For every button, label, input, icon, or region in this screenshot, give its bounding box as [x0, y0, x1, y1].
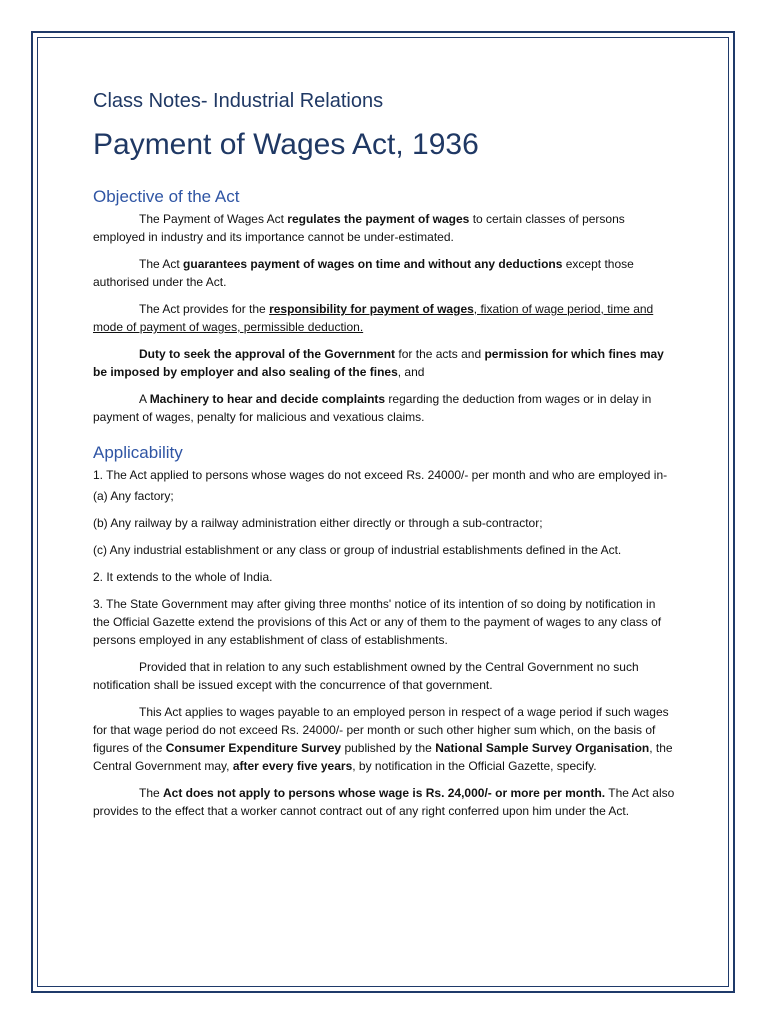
applicability-item-c: (c) Any industrial establishment or any class or group of industrial establishments defined in the Act.	[93, 543, 622, 557]
applicability-item-3: 3. The State Government may after giving three months' notice of its intention of so doing by notification in the Official Gazette extend the provisions of this Act or any of them to the payment of wages to any class of persons employed in any establishment of class of establishments.	[93, 597, 662, 647]
text-run: regarding the deduction from wages or in delay in payment of wages, penalty for malicious and vexatious claims.	[93, 392, 652, 424]
bold-text: National Sample Survey Organisation	[435, 741, 650, 755]
objective-paragraph-4	[93, 345, 675, 381]
bold-text: regulates the payment of wages	[287, 212, 470, 226]
bold-text: Machinery to hear and decide complaints	[149, 392, 386, 406]
text-run: for the acts and	[395, 347, 485, 361]
objective-paragraph-3	[93, 300, 675, 336]
applicability-proviso: Provided that in relation to any such establishment owned by the Central Government no such notification shall be issued except with the concurrence of that government.	[93, 660, 639, 692]
applicability-item-2: 2. It extends to the whole of India.	[93, 570, 273, 584]
text-run: This Act applies to wages payable to an employed person in respect of a wage period if such wages for that wage period do not exceed Rs. 24000/- per month or such other higher sum which, on the basis of figures of the	[93, 705, 669, 755]
text-run: The Act also provides to the effect that a worker cannot contract out of any right conferred upon him under the Act.	[93, 786, 675, 818]
text-run: except those authorised under the Act.	[93, 257, 634, 289]
applicability-item-a: (a) Any factory;	[93, 489, 174, 503]
bold-text: Duty to seek the approval of the Government	[139, 347, 396, 361]
objective-paragraph-1	[93, 210, 675, 246]
applicability-item-1: 1. The Act applied to persons whose wages do not exceed Rs. 24000/- per month and who are employed in-	[93, 468, 668, 482]
bold-text: permission for which fines may be imposed by employer and also sealing of the fines	[93, 347, 664, 379]
section-heading-objective: Objective of the Act	[93, 187, 240, 206]
bold-text: Consumer Expenditure Survey	[165, 741, 342, 755]
document-body	[93, 86, 675, 829]
applicability-last-paragraph	[93, 784, 675, 820]
text-run: , the Central Government may,	[93, 741, 673, 773]
bold-text: guarantees payment of wages on time and without any deductions	[183, 257, 563, 271]
applicability-wages-paragraph	[93, 703, 675, 775]
text-run: A	[139, 392, 150, 406]
objective-paragraph-5	[93, 390, 675, 426]
document-subtitle: Class Notes- Industrial Relations	[93, 90, 384, 112]
text-run: , fixation of wage period, time and mode of payment of wages, permissible deduction.	[93, 302, 654, 334]
text-run: , by notification in the Official Gazette, specify.	[352, 759, 597, 773]
text-run: The Act provides for the	[139, 302, 270, 316]
bold-text: after every five years	[232, 759, 353, 773]
text-run: The Payment of Wages Act	[139, 212, 288, 226]
text-run: The	[139, 786, 164, 800]
text-run: published by the	[341, 741, 436, 755]
applicability-item-b: (b) Any railway by a railway administration either directly or through a sub-contractor;	[93, 516, 543, 530]
section-heading-applicability: Applicability	[93, 443, 183, 462]
text-run: The Act	[139, 257, 184, 271]
bold-text: Act does not apply to persons whose wage is Rs. 24,000/- or more per month.	[163, 786, 606, 800]
bold-text: responsibility for payment of wages	[269, 302, 474, 316]
document-title: Payment of Wages Act, 1936	[93, 128, 479, 161]
objective-paragraph-2	[93, 255, 675, 291]
text-run: to certain classes of persons employed in industry and its importance cannot be under-estimated.	[93, 212, 625, 244]
text-run: , and	[397, 365, 425, 379]
